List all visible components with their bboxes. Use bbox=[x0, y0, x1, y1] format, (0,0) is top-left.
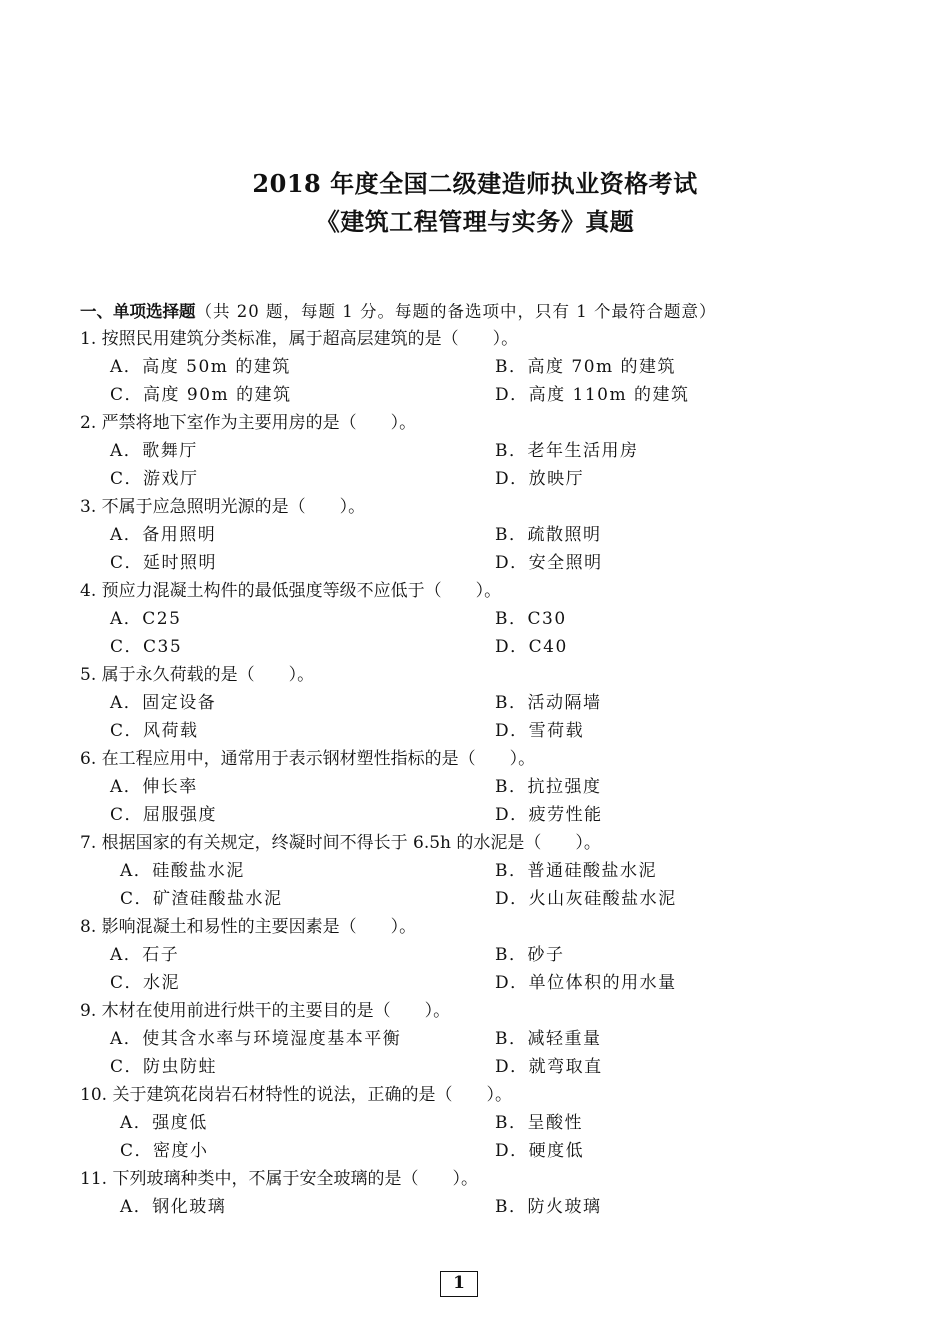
option-c: C．延时照明 bbox=[110, 553, 218, 573]
question-stem: 5. 属于永久荷载的是（ ）。 bbox=[80, 665, 315, 685]
option-d: D．火山灰硅酸盐水泥 bbox=[495, 889, 677, 909]
page-number: 1 bbox=[440, 1271, 478, 1297]
option-b: B．呈酸性 bbox=[495, 1113, 583, 1133]
option-b: B．活动隔墙 bbox=[495, 693, 602, 713]
option-b: B．砂子 bbox=[495, 945, 565, 965]
option-c: C．防虫防蛀 bbox=[110, 1057, 218, 1077]
option-d: D．单位体积的用水量 bbox=[495, 973, 677, 993]
section-instructions: （共 20 题，每题 1 分。每题的备选项中，只有 1 个最符合题意） bbox=[195, 302, 717, 321]
option-b: B．老年生活用房 bbox=[495, 441, 639, 461]
question-stem: 10. 关于建筑花岗岩石材特性的说法，正确的是（ ）。 bbox=[80, 1085, 512, 1105]
option-d: D．疲劳性能 bbox=[495, 805, 603, 825]
option-b: B．普通硅酸盐水泥 bbox=[495, 861, 657, 881]
question-stem: 1. 按照民用建筑分类标准，属于超高层建筑的是（ ）。 bbox=[80, 329, 519, 349]
section-heading bbox=[80, 298, 716, 322]
option-a: A．硅酸盐水泥 bbox=[120, 861, 245, 881]
option-d: D．硬度低 bbox=[495, 1141, 585, 1161]
doc-title-line2: 《建筑工程管理与实务》真题 bbox=[315, 207, 635, 236]
option-a: A．C25 bbox=[110, 609, 182, 629]
option-b: B．减轻重量 bbox=[495, 1029, 602, 1049]
option-c: C．高度 90m 的建筑 bbox=[110, 385, 292, 405]
option-c: C．游戏厅 bbox=[110, 469, 199, 489]
option-a: A．歌舞厅 bbox=[110, 441, 198, 461]
question-stem: 4. 预应力混凝土构件的最低强度等级不应低于（ ）。 bbox=[80, 581, 502, 601]
option-a: A．伸长率 bbox=[110, 777, 198, 797]
option-b: B．防火玻璃 bbox=[495, 1197, 602, 1217]
option-c: C．C35 bbox=[110, 637, 183, 657]
option-a: A．备用照明 bbox=[110, 525, 217, 545]
option-d: D．安全照明 bbox=[495, 553, 603, 573]
option-c: C．水泥 bbox=[110, 973, 181, 993]
option-a: A．石子 bbox=[110, 945, 180, 965]
section-title: 一、单项选择题 bbox=[80, 302, 196, 321]
question-stem: 11. 下列玻璃种类中，不属于安全玻璃的是（ ）。 bbox=[80, 1169, 478, 1189]
option-d: D．就弯取直 bbox=[495, 1057, 603, 1077]
option-a: A．强度低 bbox=[120, 1113, 208, 1133]
question-stem: 2. 严禁将地下室作为主要用房的是（ ）。 bbox=[80, 413, 417, 433]
option-a: A．高度 50m 的建筑 bbox=[110, 357, 291, 377]
question-stem: 9. 木材在使用前进行烘干的主要目的是（ ）。 bbox=[80, 1001, 451, 1021]
question-stem: 6. 在工程应用中，通常用于表示钢材塑性指标的是（ ）。 bbox=[80, 749, 536, 769]
question-stem: 8. 影响混凝土和易性的主要因素是（ ）。 bbox=[80, 917, 417, 937]
option-d: D．放映厅 bbox=[495, 469, 585, 489]
option-d: D．C40 bbox=[495, 637, 568, 657]
option-a: A．使其含水率与环境湿度基本平衡 bbox=[110, 1029, 402, 1049]
doc-title-line1: 2018 年度全国二级建造师执业资格考试 bbox=[252, 169, 698, 198]
option-b: B．高度 70m 的建筑 bbox=[495, 357, 677, 377]
option-a: A．固定设备 bbox=[110, 693, 217, 713]
option-c: C．矿渣硅酸盐水泥 bbox=[120, 889, 283, 909]
option-b: B．C30 bbox=[495, 609, 567, 629]
option-b: B．抗拉强度 bbox=[495, 777, 602, 797]
question-stem: 3. 不属于应急照明光源的是（ ）。 bbox=[80, 497, 366, 517]
option-c: C．屈服强度 bbox=[110, 805, 218, 825]
option-d: D．雪荷载 bbox=[495, 721, 585, 741]
option-c: C．风荷载 bbox=[110, 721, 199, 741]
question-stem: 7. 根据国家的有关规定，终凝时间不得长于 6.5h 的水泥是（ ）。 bbox=[80, 833, 601, 853]
option-b: B．疏散照明 bbox=[495, 525, 602, 545]
option-c: C．密度小 bbox=[120, 1141, 209, 1161]
option-d: D．高度 110m 的建筑 bbox=[495, 385, 690, 405]
option-a: A．钢化玻璃 bbox=[120, 1197, 227, 1217]
